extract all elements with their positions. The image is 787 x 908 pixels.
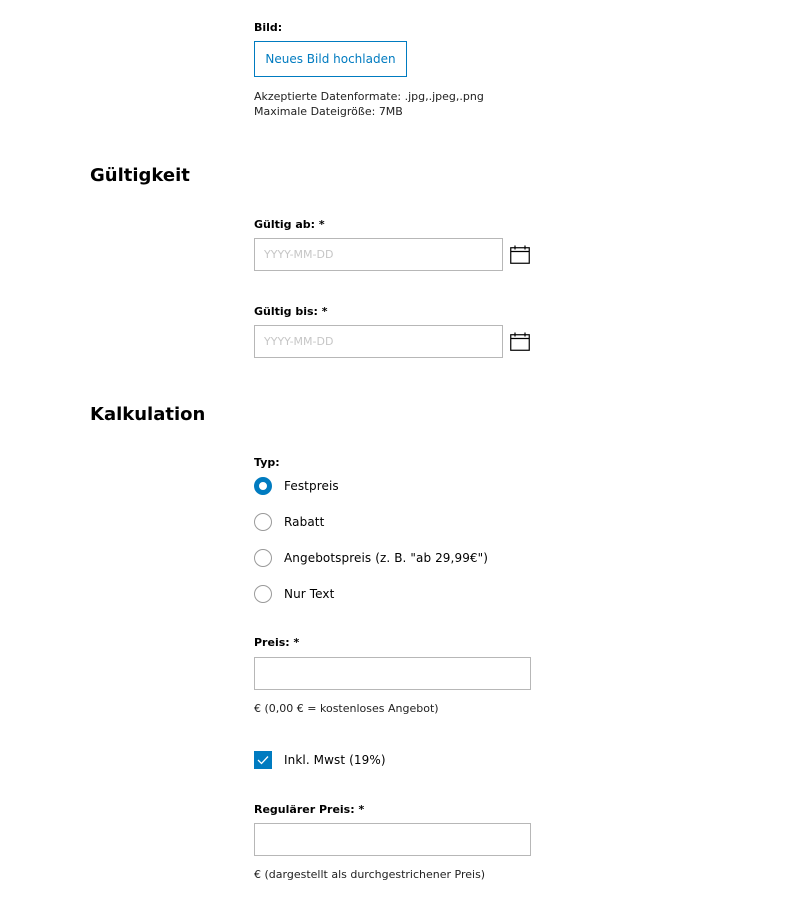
radio-option-rabatt[interactable]	[254, 512, 324, 532]
validity-section-title: Gültigkeit	[90, 165, 190, 186]
radio-button[interactable]	[254, 549, 272, 567]
radio-option-festpreis[interactable]	[254, 476, 339, 496]
upload-image-button[interactable]: Neues Bild hochladen	[254, 41, 407, 77]
checkmark-icon	[257, 755, 269, 765]
radio-option-label: Nur Text	[284, 587, 335, 601]
valid-from-calendar-icon[interactable]	[509, 243, 531, 265]
regular-price-input[interactable]	[254, 823, 531, 856]
price-input[interactable]	[254, 657, 531, 690]
valid-from-label: Gültig ab: *	[254, 218, 325, 231]
valid-to-calendar-icon[interactable]	[509, 330, 531, 352]
type-label: Typ:	[254, 456, 280, 469]
valid-to-label: Gültig bis: *	[254, 305, 328, 318]
image-label: Bild:	[254, 21, 283, 34]
accepted-formats-text: Akzeptierte Datenformate: .jpg,.jpeg,.png	[254, 90, 484, 103]
radio-button[interactable]	[254, 513, 272, 531]
valid-from-input[interactable]	[254, 238, 503, 271]
calculation-section-title: Kalkulation	[90, 404, 206, 425]
price-helper-text: € (0,00 € = kostenloses Angebot)	[254, 702, 439, 715]
regular-price-label: Regulärer Preis: *	[254, 803, 365, 816]
radio-button[interactable]	[254, 585, 272, 603]
vat-checkbox-label: Inkl. Mwst (19%)	[284, 753, 386, 767]
radio-option-angebotspreis[interactable]	[254, 548, 488, 568]
vat-checkbox[interactable]	[254, 751, 272, 769]
radio-button[interactable]	[254, 477, 272, 495]
radio-option-label: Angebotspreis (z. B. "ab 29,99€")	[284, 551, 489, 565]
vat-checkbox-row[interactable]	[254, 750, 386, 770]
valid-to-input[interactable]	[254, 325, 503, 358]
regular-price-helper-text: € (dargestellt als durchgestrichener Preis)	[254, 868, 486, 881]
radio-option-nur-text[interactable]	[254, 584, 334, 604]
max-size-text: Maximale Dateigröße: 7MB	[254, 105, 403, 118]
radio-option-label: Festpreis	[284, 479, 339, 493]
price-label: Preis: *	[254, 636, 300, 649]
radio-option-label: Rabatt	[284, 515, 325, 529]
